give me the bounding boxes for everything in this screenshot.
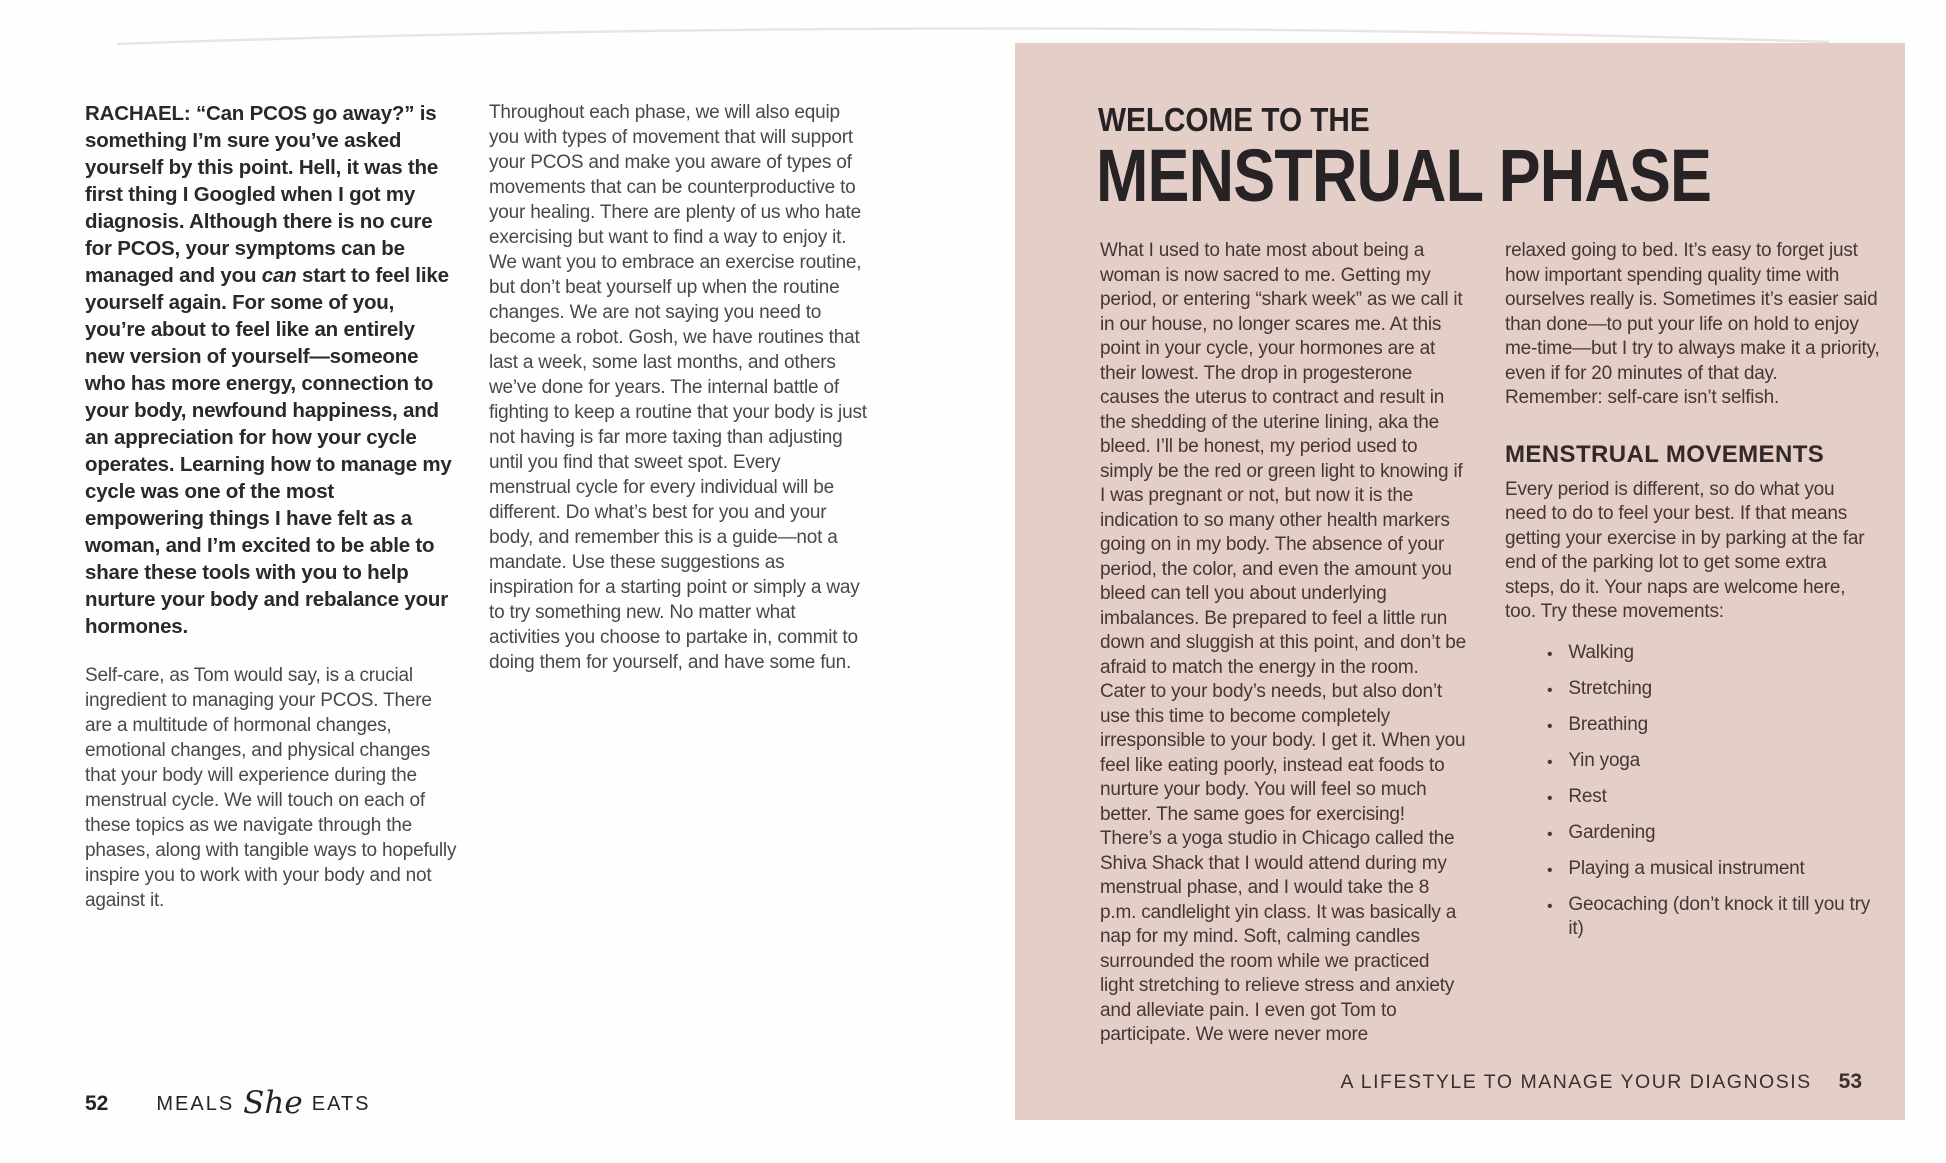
- left-page-footer: [85, 1082, 371, 1121]
- chapter-footer-title: A LIFESTYLE TO MANAGE YOUR DIAGNOSIS: [1340, 1071, 1812, 1093]
- book-title-eats: EATS: [311, 1093, 371, 1115]
- bullet-icon: •: [1547, 825, 1553, 843]
- bullet-icon: •: [1547, 645, 1553, 663]
- right-page: [1015, 43, 1905, 1120]
- movement-paragraph: Throughout each phase, we will also equip you with types of movement that will support your PCOS and make you aware of types of movements that can be counterproductive to your healing. There are plenty of us who hate exercising but want to find a way to enjoy it. We want you to embrace an exercise routine, but don’t beat yourself up when the routine changes. We are not saying you need to become a robot. Gosh, we have routines that last a week, some last months, and others we’ve done for years. The internal battle of fighting to keep a routine that your body is just not having is far more taxing than adjusting until you find that sweet spot. Every menstrual cycle for every individual will be different. Do what’s best for you and your body, and remember this is a guide—not a mandate. Use these suggestions as inspiration for a starting point or simply a way to try something new. No matter what activities you choose to partake in, commit to doing them for yourself, and have some fun.: [489, 102, 867, 673]
- list-item: [1505, 641, 1880, 665]
- movements-intro-paragraph: Every period is different, so do what you need to do to feel your best. If that means getting your exercise in by parking at the far end of the parking lot to get some extra steps, do it. Your naps are welcome here, too. Try these movements:: [1505, 478, 1865, 622]
- self-care-paragraph: Self-care, as Tom would say, is a crucial ingredient to managing your PCOS. There are a multitude of hormonal changes, emotional changes, and physical changes that your body will experience during the menstrual cycle. We will touch on each of these topics as we navigate through the phases, along with tangible ways to hopefully inspire you to work with your body and not against it.: [85, 665, 457, 911]
- right-page-footer: [1340, 1070, 1862, 1094]
- page-number-right: 53: [1838, 1070, 1862, 1093]
- chapter-kicker: WELCOME TO THE: [1098, 101, 1370, 138]
- list-item: [1505, 713, 1880, 737]
- bullet-icon: •: [1547, 753, 1553, 771]
- list-item-label: Yin yoga: [1568, 749, 1641, 771]
- movements-list: [1505, 641, 1880, 941]
- relaxed-paragraph: relaxed going to bed. It’s easy to forget just how important spending quality time with ourselves really is. Sometimes it’s easier said than done—to put your life on hold to enjoy me-time—but I try to always make it a priority, even if for 20 minutes of that day. Remember: self-care isn’t selfish.: [1505, 240, 1880, 408]
- list-item: [1505, 785, 1880, 809]
- intro-italic-word: can: [261, 264, 297, 287]
- list-item-label: Rest: [1568, 785, 1607, 807]
- right-page-column-1: [1100, 239, 1468, 1048]
- book-title-meals: MEALS: [156, 1093, 235, 1115]
- list-item-label: Walking: [1568, 641, 1634, 663]
- list-item: [1505, 821, 1880, 845]
- list-item: [1505, 749, 1880, 773]
- list-item-label: Gardening: [1568, 821, 1656, 843]
- list-item: [1505, 677, 1880, 701]
- list-item-label: Breathing: [1568, 713, 1648, 735]
- list-item-label: Playing a musical instrument: [1568, 857, 1805, 879]
- page-number-left: 52: [85, 1092, 109, 1115]
- intro-part-2: start to feel like yourself again. For some of you, you’re about to feel like an entirely new version of yourself—someone who has more energy, connection to your body, newfound happiness, and an appreciation for how your cycle operates. Learning how to manage my cycle was one of the most empowering things I have felt as a woman, and I’m excited to be able to share these tools with you to help nurture your body and rebalance your hormones.: [85, 264, 452, 638]
- list-item: [1505, 893, 1880, 941]
- chapter-title: MENSTRUAL PHASE: [1096, 134, 1712, 217]
- menstrual-phase-paragraph: What I used to hate most about being a woman is now sacred to me. Getting my period, or entering “shark week” as we call it in our house, no longer scares me. At this point in your cycle, your hormones are at their lowest. The drop in progesterone causes the uterus to contract and result in the shedding of the uterine lining, aka the bleed. I’ll be honest, my period used to simply be the red or green light to knowing if I was pregnant or not, but now it is the indication to so many other health markers going on in my body. The absence of your period, the color, and even the amount you bleed can tell you about underlying imbalances. Be prepared to feel a little run down and sluggish at this point, and don’t be afraid to match the energy in the room. Cater to your body’s needs, but also don’t use this time to become completely irresponsible to your body. I get it. When you feel like eating poorly, instead eat foods to nurture your body. You will feel so much better. The same goes for exercising! There’s a yoga studio in Chicago called the Shiva Shack that I would attend during my menstrual phase, and I would take the 8 p.m. candlelight yin class. It was basically a nap for my mind. Soft, calming candles surrounded the room while we practiced light stretching to relieve stress and anxiety and alleviate pain. I even got Tom to participate. We were never more: [1100, 240, 1466, 1045]
- left-page-column-1: [85, 100, 457, 913]
- book-title-she-script: She: [243, 1085, 303, 1121]
- bullet-icon: •: [1547, 861, 1553, 879]
- bullet-icon: •: [1547, 717, 1553, 735]
- bullet-icon: •: [1547, 681, 1553, 699]
- intro-paragraph: [85, 100, 457, 640]
- list-item: [1505, 857, 1880, 881]
- right-page-column-2: [1505, 239, 1880, 953]
- bullet-icon: •: [1547, 789, 1553, 807]
- left-page-column-2: [489, 100, 867, 675]
- menstrual-movements-heading: MENSTRUAL MOVEMENTS: [1505, 440, 1825, 468]
- list-item-label: Geocaching (don’t knock it till you try it): [1568, 893, 1871, 939]
- bullet-icon: •: [1547, 897, 1553, 915]
- intro-part-1: RACHAEL: “Can PCOS go away?” is something I’m sure you’ve asked yourself by this point. Hell, it was the first thing I Googled when I got my diagnosis. Although there is no cure for PCOS, your symptoms can be managed and you: [85, 102, 439, 287]
- list-item-label: Stretching: [1568, 677, 1652, 699]
